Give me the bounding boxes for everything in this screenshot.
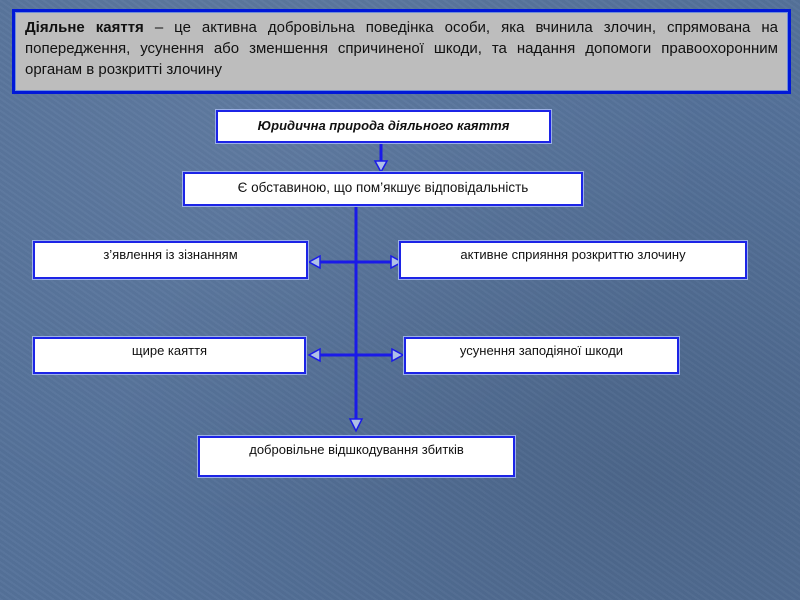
right-label-1: активне сприяння розкриттю злочину	[460, 247, 686, 262]
arrow-right-row-2	[392, 349, 403, 361]
main-box	[183, 172, 583, 206]
arrow-down-bottom	[350, 419, 362, 431]
definition-text: – це активна добровільна поведінка особи, яка вчинила злочин, спрямована на попередження, усунення або зменшення спричиненої шкоди, та надання допомоги правоохоронним органам в розкритті злочину	[25, 19, 778, 78]
arrow-down-main	[375, 161, 387, 172]
diagram-title: Юридична природа діяльного каяття	[257, 118, 510, 133]
left-label-1: з’явлення із зізнанням	[103, 247, 238, 262]
arrow-left-row-2	[309, 349, 320, 361]
main-label: Є обставиною, що пом’якшує відповідальність	[237, 180, 529, 195]
definition-term: Діяльне каяття	[25, 19, 144, 36]
bottom-label: добровільне відшкодування збитків	[249, 442, 464, 457]
left-box-1	[33, 241, 308, 279]
right-box-2	[404, 337, 679, 374]
left-label-2: щире каяття	[131, 343, 208, 358]
right-label-2: усунення заподіяної шкоди	[459, 343, 624, 358]
diagram-title-box	[216, 110, 551, 143]
right-box-1	[399, 241, 747, 279]
bottom-box	[198, 436, 515, 477]
left-box-2	[33, 337, 306, 374]
arrow-left-row-1	[309, 256, 320, 268]
